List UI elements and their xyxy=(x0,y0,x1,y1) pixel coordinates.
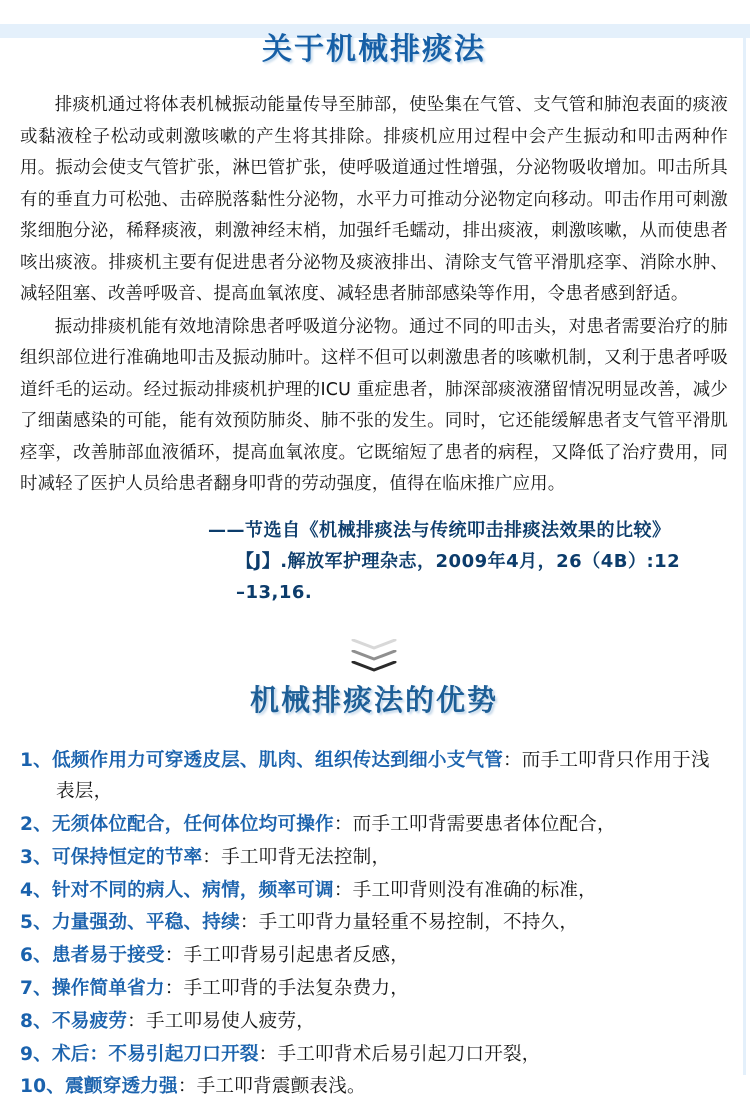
list-item xyxy=(20,1006,728,1038)
list-item-detail: ：而手工叩背需要患者体位配合， xyxy=(333,814,616,836)
list-item-highlight: 患者易于接受 xyxy=(51,945,165,967)
list-item-detail: ：手工叩易使人疲劳， xyxy=(127,1010,316,1032)
chevron-down-icon-middle xyxy=(351,650,397,661)
document-page xyxy=(0,24,750,1112)
list-item-detail: ：手工叩背震颤表浅。 xyxy=(177,1076,366,1098)
list-item-number: 6、 xyxy=(20,945,52,967)
list-item-detail: ：手工叩背易引起患者反感， xyxy=(164,945,410,967)
page-title: 关于机械排痰法 xyxy=(262,32,486,67)
citation-line-pages: –13,16. xyxy=(236,581,313,603)
list-item-number: 9、 xyxy=(20,1043,52,1065)
list-item xyxy=(20,1071,728,1103)
list-item-highlight: 力量强劲、平稳、持续 xyxy=(51,912,240,934)
list-item-highlight: 可保持恒定的节率 xyxy=(51,846,203,868)
list-item-highlight: 不易疲劳 xyxy=(51,1010,128,1032)
citation-line-source: ——节选自《机械排痰法与传统叩击排痰法效果的比较》 xyxy=(208,519,671,541)
list-item xyxy=(20,809,728,841)
list-item-number: 10、 xyxy=(20,1076,66,1098)
advantages-list xyxy=(20,745,728,1104)
list-item-detail: ：手工叩背术后易引起刀口开裂， xyxy=(258,1043,541,1065)
list-item xyxy=(20,745,728,809)
list-item-highlight: 操作简单省力 xyxy=(51,978,165,1000)
list-item-number: 1、 xyxy=(20,749,52,771)
list-item-number: 2、 xyxy=(20,814,52,836)
list-item xyxy=(20,1039,728,1071)
body-paragraph-1: 排痰机通过将体表机械振动能量传导至肺部，使坠集在气管、支气管和肺泡表面的痰液或黏液栓子松动或刺激咳嗽的产生将其排除。排痰机应用过程中会产生振动和叩击两种作用。振动会使支气管扩张，淋巴管扩张，使呼吸道通过性增强，分泌物吸收增加。叩击所具有的垂直力可松弛、击碎脱落黏性分泌物，水平力可推动分泌物定向移动。叩击作用可刺激浆细胞分泌，稀释痰液，刺激神经末梢，加强纤毛蠕动，排出痰液，刺激咳嗽，从而使患者咳出痰液。排痰机主要有促进患者分泌物及痰液排出、清除支气管平滑肌痉挛、消除水肿、减轻阻塞、改善呼吸音、提高血氧浓度、减轻患者肺部感染等作用，令患者感到舒适。 xyxy=(20,95,728,304)
list-item-highlight: 低频作用力可穿透皮层、肌肉、组织传达到细小支气管 xyxy=(51,749,503,771)
section-divider xyxy=(20,634,728,678)
document-content xyxy=(0,24,750,1112)
list-item-number: 8、 xyxy=(20,1010,52,1032)
list-item-number: 3、 xyxy=(20,846,52,868)
list-item-detail: ：手工叩背无法控制， xyxy=(202,846,391,868)
section-title-advantages: 机械排痰法的优势 xyxy=(249,682,498,717)
citation-line-journal: 【J】.解放军护理杂志，2009年4月，26（4B）:12 xyxy=(236,550,681,572)
citation-block xyxy=(20,515,728,608)
list-item-highlight: 针对不同的病人、病情，频率可调 xyxy=(51,879,334,901)
list-item-detail: ：而手工叩背只作用于浅表层， xyxy=(56,749,710,803)
chevron-down-icon-top xyxy=(351,639,397,650)
list-item xyxy=(20,842,728,874)
list-item-highlight: 无须体位配合，任何体位均可操作 xyxy=(51,814,334,836)
body-paragraph-2: 振动排痰机能有效地清除患者呼吸道分泌物。通过不同的叩击头，对患者需要治疗的肺组织部位进行准确地叩击及振动肺叶。这样不但可以刺激患者的咳嗽机制，又利于患者呼吸道纤毛的运动。经过振动排痰机护理的ICU 重症患者，肺深部痰液潴留情况明显改善，减少了细菌感染的可能，能有效预防肺炎、肺不张的发生。同时，它还能缓解患者支气管平滑肌痉挛，改善肺部血液循环，提高血氧浓度。它既缩短了患者的病程，又降低了治疗费用，同时减轻了医护人员给患者翻身叩背的劳动强度，值得在临床推广应用。 xyxy=(20,316,728,494)
list-item-detail: ：手工叩背力量轻重不易控制，不持久， xyxy=(239,912,579,934)
list-item xyxy=(20,875,728,907)
chevron-down-icon-bottom xyxy=(351,661,397,672)
list-item xyxy=(20,973,728,1005)
list-item-highlight: 术后：不易引起刀口开裂 xyxy=(51,1043,259,1065)
list-item xyxy=(20,940,728,972)
double-chevron-down-icon xyxy=(351,639,397,672)
list-item-highlight: 震颤穿透力强 xyxy=(65,1076,178,1098)
list-item xyxy=(20,907,728,939)
list-item-number: 4、 xyxy=(20,879,52,901)
list-item-detail: ：手工叩背的手法复杂费力， xyxy=(164,978,410,1000)
list-item-number: 5、 xyxy=(20,912,52,934)
list-item-number: 7、 xyxy=(20,978,52,1000)
list-item-detail: ：手工叩背则没有准确的标准， xyxy=(333,879,597,901)
bottom-spacer xyxy=(20,1104,728,1112)
